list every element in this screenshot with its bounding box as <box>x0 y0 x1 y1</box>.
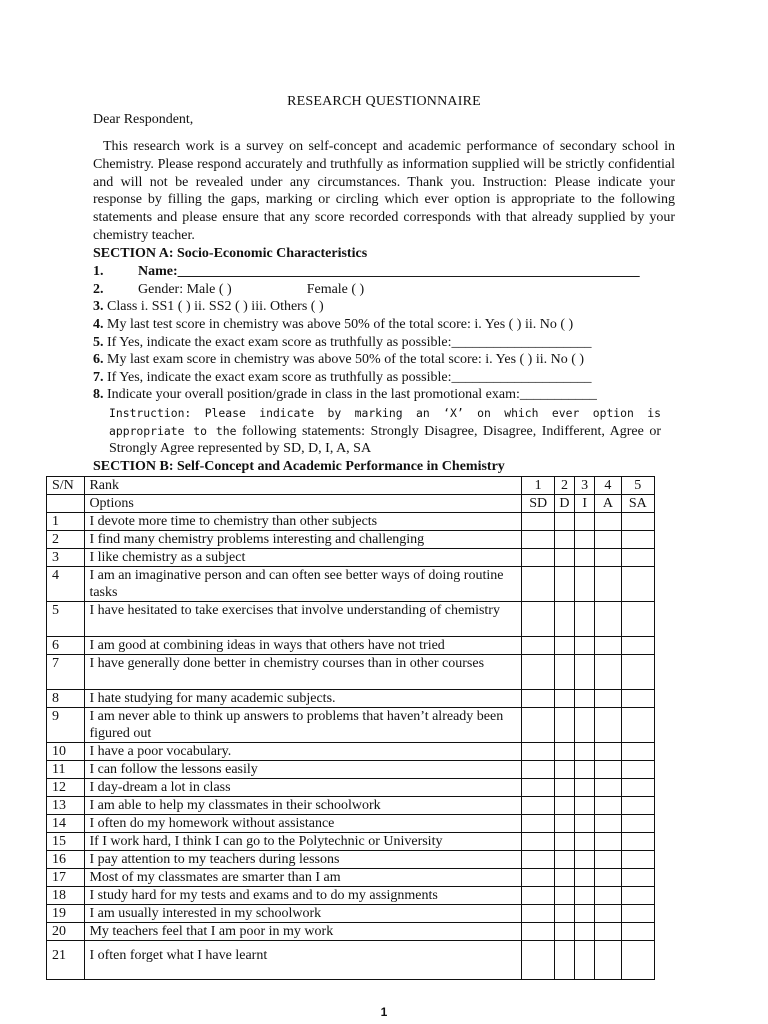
rating-cell-sd[interactable] <box>522 851 554 869</box>
rating-cell-sd[interactable] <box>522 655 554 690</box>
rating-cell-d[interactable] <box>554 690 574 708</box>
rating-cell-a[interactable] <box>595 513 621 531</box>
row-statement: Most of my classmates are smarter than I am <box>85 869 522 887</box>
question-text: Class i. SS1 ( ) ii. SS2 ( ) iii. Others ( ) <box>107 299 324 314</box>
intro-paragraph <box>93 138 675 245</box>
table-row <box>47 815 655 833</box>
rating-cell-i[interactable] <box>575 779 595 797</box>
row-sn: 7 <box>47 655 85 690</box>
rating-cell-i[interactable] <box>575 690 595 708</box>
table-row <box>47 833 655 851</box>
rating-cell-sd[interactable] <box>522 941 554 980</box>
rating-cell-a[interactable] <box>595 567 621 602</box>
row-sn: 10 <box>47 743 85 761</box>
document-title: RESEARCH QUESTIONNAIRE <box>287 94 481 109</box>
rating-cell-i[interactable] <box>575 923 595 941</box>
table-row <box>47 637 655 655</box>
header-sn-blank <box>47 495 85 513</box>
rank-code: A <box>595 495 621 513</box>
rating-cell-sa[interactable] <box>621 833 654 851</box>
rating-cell-sd[interactable] <box>522 779 554 797</box>
header-options: Options <box>85 495 522 513</box>
rating-cell-i[interactable] <box>575 761 595 779</box>
row-sn: 11 <box>47 761 85 779</box>
rating-cell-sa[interactable] <box>621 637 654 655</box>
table-row <box>47 743 655 761</box>
question-number: 5. <box>93 335 104 350</box>
question-2 <box>93 282 364 298</box>
question-1 <box>93 264 640 280</box>
row-statement: If I work hard, I think I can go to the Polytechnic or University <box>85 833 522 851</box>
rank-number: 5 <box>621 477 654 495</box>
row-sn: 14 <box>47 815 85 833</box>
rating-cell-sd[interactable] <box>522 531 554 549</box>
table-header-options-row <box>47 495 655 513</box>
rating-cell-sd[interactable] <box>522 602 554 637</box>
rating-cell-i[interactable] <box>575 905 595 923</box>
instruction-lead: Instruction: Please indicate by marking an ‘X’ on which ever option is appropriate to the <box>109 406 661 438</box>
rating-cell-sd[interactable] <box>522 743 554 761</box>
rating-cell-i[interactable] <box>575 833 595 851</box>
rating-cell-a[interactable] <box>595 708 621 743</box>
rating-cell-d[interactable] <box>554 941 574 980</box>
rating-cell-sa[interactable] <box>621 743 654 761</box>
row-statement: I devote more time to chemistry than other subjects <box>85 513 522 531</box>
row-statement: I day-dream a lot in class <box>85 779 522 797</box>
table-row <box>47 708 655 743</box>
rating-cell-d[interactable] <box>554 815 574 833</box>
rating-cell-d[interactable] <box>554 797 574 815</box>
row-sn: 6 <box>47 637 85 655</box>
rating-cell-a[interactable] <box>595 531 621 549</box>
rating-cell-i[interactable] <box>575 637 595 655</box>
question-text: Name:__________________________________________________________________ <box>138 264 640 279</box>
rating-cell-sd[interactable] <box>522 815 554 833</box>
question-number: 4. <box>93 317 104 332</box>
table-row <box>47 655 655 690</box>
rating-cell-sa[interactable] <box>621 513 654 531</box>
rating-cell-i[interactable] <box>575 869 595 887</box>
rating-cell-a[interactable] <box>595 923 621 941</box>
question-number: 3. <box>93 299 104 314</box>
rating-cell-sd[interactable] <box>522 833 554 851</box>
table-row <box>47 923 655 941</box>
rating-cell-i[interactable] <box>575 602 595 637</box>
table-row <box>47 531 655 549</box>
rating-cell-a[interactable] <box>595 743 621 761</box>
rating-cell-d[interactable] <box>554 923 574 941</box>
rating-cell-d[interactable] <box>554 567 574 602</box>
section-a-heading: SECTION A: Socio-Economic Characteristics <box>93 246 368 261</box>
rating-cell-a[interactable] <box>595 549 621 567</box>
rating-cell-i[interactable] <box>575 851 595 869</box>
rating-cell-sa[interactable] <box>621 887 654 905</box>
rating-cell-a[interactable] <box>595 833 621 851</box>
rating-cell-sd[interactable] <box>522 869 554 887</box>
rating-cell-d[interactable] <box>554 851 574 869</box>
row-sn: 3 <box>47 549 85 567</box>
rating-cell-sa[interactable] <box>621 655 654 690</box>
rating-cell-a[interactable] <box>595 602 621 637</box>
rating-cell-i[interactable] <box>575 815 595 833</box>
rating-cell-sa[interactable] <box>621 708 654 743</box>
row-sn: 20 <box>47 923 85 941</box>
rating-cell-i[interactable] <box>575 708 595 743</box>
rating-cell-sa[interactable] <box>621 797 654 815</box>
rank-code: SA <box>621 495 654 513</box>
row-sn: 13 <box>47 797 85 815</box>
row-sn: 8 <box>47 690 85 708</box>
question-7 <box>93 370 591 386</box>
row-statement: I am never able to think up answers to problems that haven’t already been figured out <box>85 708 522 743</box>
rating-cell-i[interactable] <box>575 655 595 690</box>
question-number: 7. <box>93 370 104 385</box>
rating-cell-i[interactable] <box>575 797 595 815</box>
row-statement: I like chemistry as a subject <box>85 549 522 567</box>
rank-code: SD <box>522 495 554 513</box>
table-row <box>47 567 655 602</box>
table-row <box>47 941 655 980</box>
row-statement: I often forget what I have learnt <box>85 941 522 980</box>
question-text: My last test score in chemistry was above 50% of the total score: i. Yes ( ) ii. No ( ) <box>107 317 574 332</box>
row-statement: I study hard for my tests and exams and to do my assignments <box>85 887 522 905</box>
table-row <box>47 602 655 637</box>
table-header-rank-row <box>47 477 655 495</box>
row-sn: 15 <box>47 833 85 851</box>
row-statement: I pay attention to my teachers during lessons <box>85 851 522 869</box>
rating-instruction <box>109 405 661 458</box>
rating-cell-a[interactable] <box>595 905 621 923</box>
row-statement: I am usually interested in my schoolwork <box>85 905 522 923</box>
row-statement: I often do my homework without assistance <box>85 815 522 833</box>
rating-cell-sa[interactable] <box>621 779 654 797</box>
table-row <box>47 779 655 797</box>
rating-cell-sd[interactable] <box>522 567 554 602</box>
question-8 <box>93 387 597 403</box>
table-row <box>47 797 655 815</box>
table-row <box>47 513 655 531</box>
rating-cell-sd[interactable] <box>522 708 554 743</box>
instruction-rest: following statements: Strongly Disagree, Disagree, Indifferent, Agree or Strongly Agree represented by SD, D, I, A, SA <box>109 423 661 457</box>
question-4 <box>93 317 573 333</box>
rating-cell-sd[interactable] <box>522 549 554 567</box>
rating-cell-d[interactable] <box>554 833 574 851</box>
row-statement: I have generally done better in chemistry courses than in other courses <box>85 655 522 690</box>
rating-cell-i[interactable] <box>575 513 595 531</box>
salutation: Dear Respondent, <box>93 112 194 127</box>
rating-cell-sa[interactable] <box>621 531 654 549</box>
question-5 <box>93 335 591 351</box>
question-number: 2. <box>93 282 104 297</box>
header-rank: Rank <box>85 477 522 495</box>
rank-number: 4 <box>595 477 621 495</box>
header-sn: S/N <box>47 477 85 495</box>
question-6 <box>93 352 584 368</box>
question-3 <box>93 299 324 315</box>
question-text: If Yes, indicate the exact exam score as truthfully as possible:____________________ <box>107 370 592 385</box>
row-sn: 17 <box>47 869 85 887</box>
rating-cell-sd[interactable] <box>522 513 554 531</box>
rating-cell-d[interactable] <box>554 887 574 905</box>
row-sn: 19 <box>47 905 85 923</box>
rating-cell-d[interactable] <box>554 637 574 655</box>
rating-cell-sd[interactable] <box>522 797 554 815</box>
rating-cell-sa[interactable] <box>621 923 654 941</box>
rating-cell-sa[interactable] <box>621 869 654 887</box>
rating-cell-sa[interactable] <box>621 815 654 833</box>
row-sn: 9 <box>47 708 85 743</box>
rating-cell-i[interactable] <box>575 941 595 980</box>
rating-cell-sd[interactable] <box>522 690 554 708</box>
rating-cell-a[interactable] <box>595 690 621 708</box>
rating-cell-d[interactable] <box>554 761 574 779</box>
rating-cell-a[interactable] <box>595 655 621 690</box>
rank-code: D <box>554 495 574 513</box>
row-sn: 12 <box>47 779 85 797</box>
rating-cell-d[interactable] <box>554 531 574 549</box>
row-sn: 4 <box>47 567 85 602</box>
rating-cell-a[interactable] <box>595 637 621 655</box>
row-statement: I am an imaginative person and can often see better ways of doing routine tasks <box>85 567 522 602</box>
gender-male-option: Gender: Male ( ) <box>138 282 232 297</box>
rating-cell-sa[interactable] <box>621 602 654 637</box>
rating-cell-d[interactable] <box>554 549 574 567</box>
rating-cell-a[interactable] <box>595 779 621 797</box>
section-b-heading: SECTION B: Self-Concept and Academic Performance in Chemistry <box>93 459 505 474</box>
rating-cell-sa[interactable] <box>621 941 654 980</box>
rating-cell-i[interactable] <box>575 887 595 905</box>
row-sn: 21 <box>47 941 85 980</box>
table-row <box>47 887 655 905</box>
rating-cell-d[interactable] <box>554 905 574 923</box>
rating-cell-a[interactable] <box>595 761 621 779</box>
rank-number: 2 <box>554 477 574 495</box>
rating-cell-d[interactable] <box>554 655 574 690</box>
row-statement: I am good at combining ideas in ways that others have not tried <box>85 637 522 655</box>
table-row <box>47 690 655 708</box>
rating-cell-i[interactable] <box>575 743 595 761</box>
rating-cell-d[interactable] <box>554 779 574 797</box>
row-statement: My teachers feel that I am poor in my work <box>85 923 522 941</box>
rating-table <box>46 476 655 980</box>
rating-cell-a[interactable] <box>595 887 621 905</box>
table-row <box>47 761 655 779</box>
row-sn: 1 <box>47 513 85 531</box>
rating-cell-sd[interactable] <box>522 761 554 779</box>
rating-cell-sd[interactable] <box>522 923 554 941</box>
intro-text: This research work is a survey on self-concept and academic performance of secondary school in Chemistry. Please respond accurately and truthfully as information supplied will be strictly confidential and will not be revealed under any circumstances. Thank you. Instruction: Please indicate your response by filling the gaps, marking or circling which ever option is appropriate to the following statements and please ensure that any score recorded corresponds with that already supplied by your chemistry teacher. <box>93 139 675 243</box>
row-statement: I have a poor vocabulary. <box>85 743 522 761</box>
row-sn: 16 <box>47 851 85 869</box>
rating-cell-i[interactable] <box>575 531 595 549</box>
question-number: 8. <box>93 387 104 402</box>
row-statement: I find many chemistry problems interesting and challenging <box>85 531 522 549</box>
rank-number: 3 <box>575 477 595 495</box>
rating-cell-sd[interactable] <box>522 887 554 905</box>
rating-cell-d[interactable] <box>554 708 574 743</box>
row-statement: I can follow the lessons easily <box>85 761 522 779</box>
rating-cell-sa[interactable] <box>621 549 654 567</box>
rating-cell-sd[interactable] <box>522 905 554 923</box>
row-sn: 5 <box>47 602 85 637</box>
page-number: 1 <box>380 1005 388 1019</box>
rating-cell-d[interactable] <box>554 602 574 637</box>
rating-cell-a[interactable] <box>595 851 621 869</box>
gender-female-option: Female ( ) <box>306 282 365 297</box>
rating-cell-a[interactable] <box>595 941 621 980</box>
question-number: 6. <box>93 352 104 367</box>
rating-cell-d[interactable] <box>554 513 574 531</box>
rating-cell-sa[interactable] <box>621 567 654 602</box>
question-number: 1. <box>93 264 104 279</box>
rating-cell-sa[interactable] <box>621 761 654 779</box>
rating-cell-d[interactable] <box>554 743 574 761</box>
row-statement: I hate studying for many academic subjects. <box>85 690 522 708</box>
rank-number: 1 <box>522 477 554 495</box>
rating-cell-sd[interactable] <box>522 637 554 655</box>
rating-cell-d[interactable] <box>554 869 574 887</box>
question-text: If Yes, indicate the exact exam score as truthfully as possible:____________________ <box>107 335 592 350</box>
rating-cell-sa[interactable] <box>621 905 654 923</box>
table-row <box>47 905 655 923</box>
question-text: My last exam score in chemistry was above 50% of the total score: i. Yes ( ) ii. No ( ) <box>107 352 585 367</box>
rating-cell-sa[interactable] <box>621 690 654 708</box>
rank-code: I <box>575 495 595 513</box>
rating-cell-i[interactable] <box>575 549 595 567</box>
rating-cell-a[interactable] <box>595 797 621 815</box>
row-statement: I have hesitated to take exercises that involve understanding of chemistry <box>85 602 522 637</box>
row-statement: I am able to help my classmates in their schoolwork <box>85 797 522 815</box>
table-row <box>47 869 655 887</box>
rating-cell-a[interactable] <box>595 869 621 887</box>
table-row <box>47 549 655 567</box>
rating-cell-sa[interactable] <box>621 851 654 869</box>
rating-cell-i[interactable] <box>575 567 595 602</box>
rating-cell-a[interactable] <box>595 815 621 833</box>
row-sn: 2 <box>47 531 85 549</box>
table-row <box>47 851 655 869</box>
row-sn: 18 <box>47 887 85 905</box>
question-text: Indicate your overall position/grade in class in the last promotional exam:___________ <box>107 387 597 402</box>
